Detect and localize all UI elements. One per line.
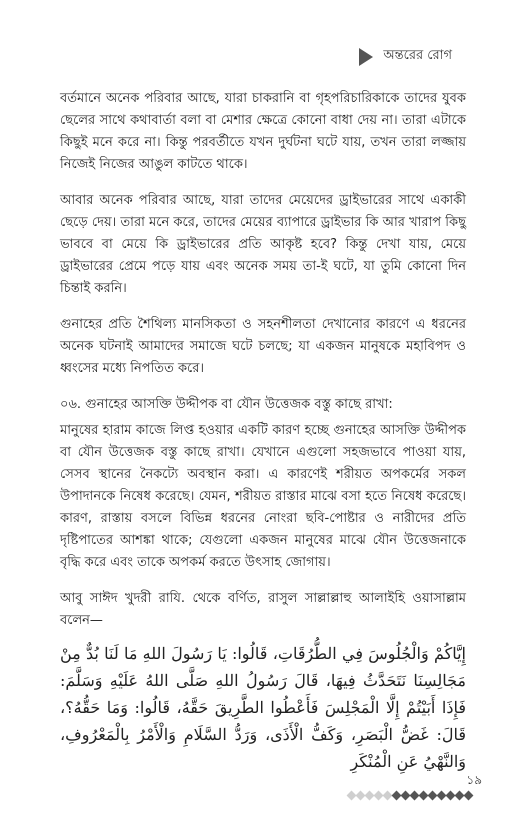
paragraph-3: গুনাহের প্রতি শৈথিল্য মানসিকতা ও সহনশীলতা দেখানোর কারণে এ ধরনের অনেক ঘটনাই আমাদের সমাজে ঘটে চলছে; যা একজন মানুষকে মহাবিপদ ও ধ্বংসের মধ্যে নিপতিত করে। bbox=[60, 317, 466, 376]
page-number: ১৯ bbox=[466, 773, 482, 787]
section-heading: ০৬. গুনাহের আসক্তি উদ্দীপক বা যৌন উত্তেজক বস্তু কাছে রাখা: bbox=[60, 397, 393, 412]
running-header bbox=[359, 46, 452, 67]
arabic-hadith: إِيَّاكُمْ وَالْجُلُوسَ فِي الطُّرُقَاتِ، قَالُوا: يَا رَسُولَ اللهِ مَا لَنَا بُدٌّ مِنْ مَجَالِسِنَا نَتَحَدَّثُ فِيهَا، قَالَ رَسُولُ اللهِ صَلَّى اللهُ عَلَيْهِ وَسَلَّمَ: فَإِذَا أَبَيْتُمْ إِلَّا الْمَجْلِسَ فَأَعْطُوا الطَّرِيقَ حَقَّهُ، قَالُوا: وَمَا حَقُّهُ؟، قَالَ: غَضُّ الْبَصَرِ، وَكَفُّ الْأَذَى، وَرَدُّ السَّلَامِ وَالْأَمْرُ بِالْمَعْرُوفِ، وَالنَّهْيُ عَنِ الْمُنْكَرِ bbox=[60, 644, 466, 771]
page-content bbox=[60, 88, 466, 775]
diamond-icon bbox=[464, 791, 474, 801]
paragraph-1: বর্তমানে অনেক পরিবার আছে, যারা চাকরানি বা গৃহপরিচারিকাকে তাদের যুবক ছেলের সাথে কথাবার্তা বলা বা মেশার ক্ষেত্রে কোনো বাধা দেয় না। তারা এটাকে কিছুই মনে করে না। কিন্তু পরবর্তীতে যখন দুর্ঘটনা ঘটে যায়, তখন তারা লজ্জায় নিজেই নিজের আঙুল কাটতে থাকে। bbox=[60, 91, 466, 172]
paragraph-4: মানুষের হারাম কাজে লিপ্ত হওয়ার একটি কারণ হচ্ছে গুনাহের আসক্তি উদ্দীপক বা যৌন উত্তেজক বস্তু কাছে রাখা। যেখানে এগুলো সহজভাবে পাওয়া যায়, সেসব স্থানের নৈকট্যে অবস্থান করা। এ কারণেই শরীয়ত অপকর্মের সকল উপাদানকে নিষেধ করেছে। যেমন, শরীয়ত রাস্তার মাঝে বসা হতে নিষেধ করেছে। কারণ, রাস্তায় বসলে বিভিন্ন ধরনের নোংরা ছবি-পোষ্টার ও নারীদের প্রতি দৃষ্টিপাতের আশঙ্কা থাকে; যেগুলো একজন মানুষের মাঝে যৌন উত্তেজনাকে বৃদ্ধি করে এবং তাকে অপকর্ম করতে উৎসাহ জোগায়। bbox=[60, 423, 466, 570]
triangle-marker-icon bbox=[359, 48, 373, 66]
diamond-ornament bbox=[348, 792, 472, 799]
paragraph-2: আবার অনেক পরিবার আছে, যারা তাদের মেয়েদের ড্রাইভারের সাথে একাকী ছেড়ে দেয়। তারা মনে করে, তাদের মেয়ের ব্যাপারে ড্রাইভার কি আর খারাপ কিছু ভাববে বা মেয়ে কি ড্রাইভারের প্রতি আকৃষ্ট হবে? কিন্তু দেখা যায়, মেয়ে ড্রাইভারের প্রেমে পড়ে যায় এবং অনেক সময় তা-ই ঘটে, যা তুমি কোনো দিন চিন্তাই করনি। bbox=[60, 193, 466, 296]
paragraph-5: আবু সাঈদ খুদরী রাযি. থেকে বর্ণিত, রাসুল সাল্লাল্লাহু আলাইহি ওয়াসাল্লাম বলেন— bbox=[60, 591, 466, 628]
page-footer bbox=[0, 773, 528, 804]
header-title: অন্তরের রোগ bbox=[383, 48, 452, 63]
